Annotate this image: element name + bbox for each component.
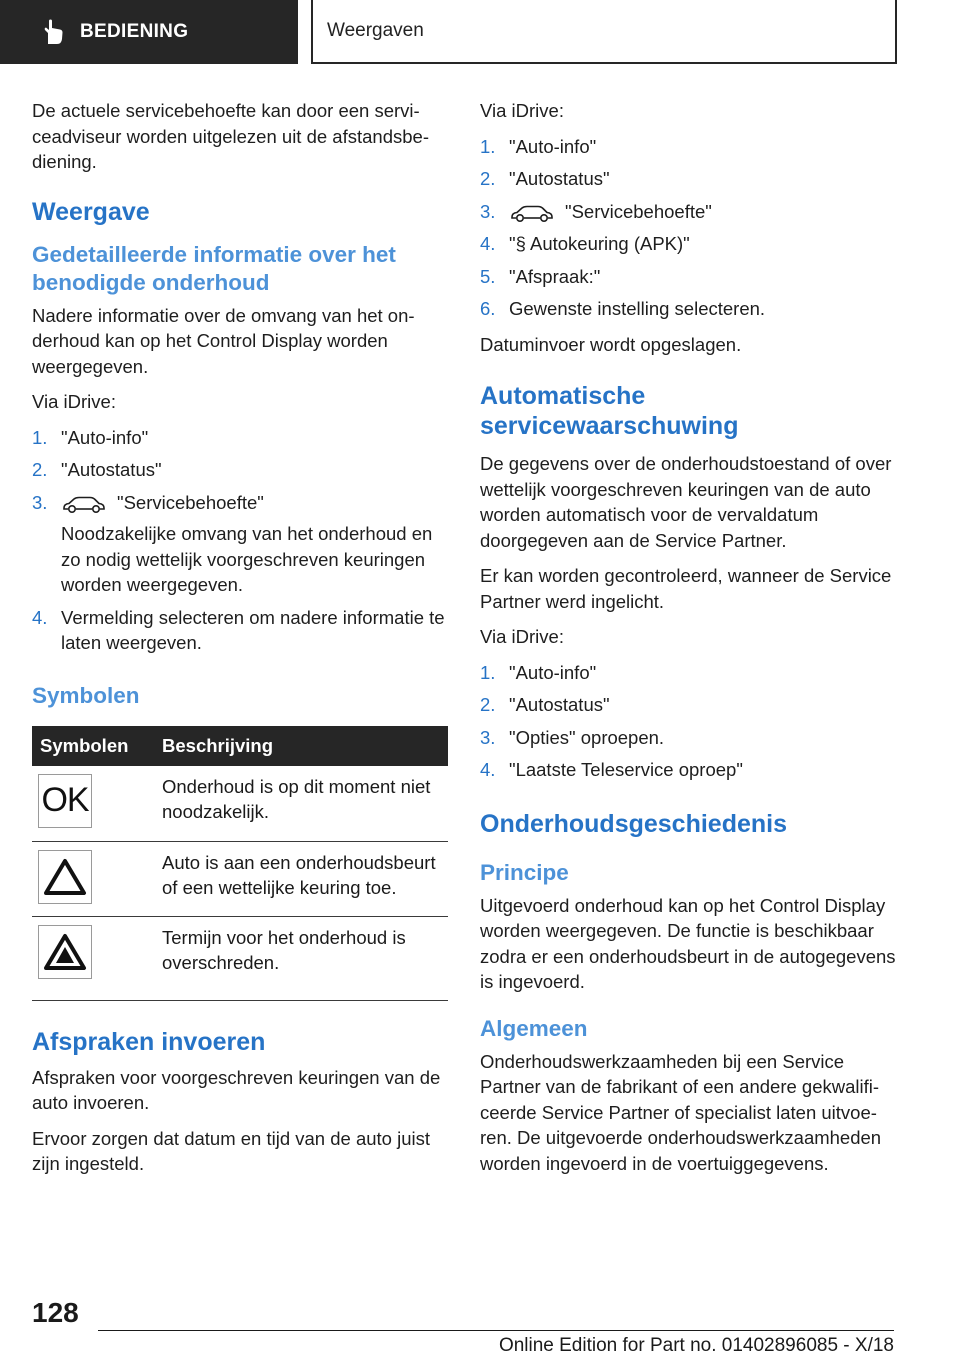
list-item: 4. "§ Autokeuring (APK)" <box>480 233 690 254</box>
saved-paragraph: Datuminvoer wordt opgeslagen. <box>480 333 742 355</box>
heading-onderhoudsgeschiedenis: Onderhoudsgeschiedenis <box>480 809 788 838</box>
warning-triangle-icon <box>38 850 92 904</box>
list-item: 5. "Afspraak:" <box>480 265 601 287</box>
edition-note: Online Edition for Part no. 01402896085 - X/18 <box>498 1335 894 1356</box>
auto-paragraph-1: De gegevens over de onderhoudstoestand of over wettelijk voorgeschreven keuringen van de auto worden automatisch voor de vervaldatum doorgegeven aan de Service Partner. <box>480 453 892 551</box>
list-item: 2. "Autostatus" <box>480 168 610 189</box>
right-column <box>480 98 896 1186</box>
section-tab <box>0 0 298 64</box>
symbol-table <box>32 726 448 1001</box>
table-header-symbolen: Symbolen <box>32 726 154 766</box>
left-column <box>32 98 448 1187</box>
heading-afspraken: Afspraken invoeren <box>32 1027 266 1056</box>
hand-pointer-icon <box>38 17 68 47</box>
list-item: 2. "Autostatus" <box>480 694 610 715</box>
heading-automatische-servicewaarschuwing: Automatische servicewaarschuwing <box>480 382 739 440</box>
table-row: OK Onderhoud is op dit moment niet noodzakelijk. <box>32 766 448 842</box>
table-row: Auto is aan een onderhoudsbeurt of een wettelijke keuring toe. <box>32 841 448 916</box>
details-paragraph: Nadere informatie over de omvang van het onderhoud kan op het Control Display worden weergegeven. <box>32 304 415 377</box>
overdue-triangle-icon <box>38 925 92 979</box>
heading-details: Gedetailleerde informatie over het benodigde onderhoud <box>32 241 396 295</box>
heading-symbolen: Symbolen <box>32 682 140 708</box>
via-idrive-label: Via iDrive: <box>480 626 564 647</box>
chapter-header <box>311 0 897 64</box>
section-label: BEDIENING <box>80 21 189 42</box>
steps-list-right-1 <box>480 134 896 322</box>
list-item: 3. "Servicebehoefte" Noodzakelijke omvang van het onderhoud en zo nodig wettelijk voorgeschreven keuringen worden weergegeven. <box>32 491 433 595</box>
chapter-label: Weergaven <box>327 20 424 41</box>
principe-paragraph: Uitgevoerd onderhoud kan op het Control Display worden weergegeven. De functie is beschikbaar zodra er een onderhoudsbeurt in de autogegevens is ingevoerd. <box>480 894 896 992</box>
list-item: 6. Gewenste instelling selecteren. <box>480 298 766 319</box>
list-item: 1. "Auto-info" <box>480 135 597 157</box>
intro-paragraph: De actuele servicebehoefte kan door een serviceadviseur worden uitgelezen uit de afstandsbediening. <box>32 100 429 172</box>
list-item: 4. "Laatste Teleservice oproep" <box>480 759 743 780</box>
via-idrive-label: Via iDrive: <box>480 100 564 121</box>
afspraken-paragraph-2: Ervoor zorgen dat datum en tijd van de auto juist zijn ingesteld. <box>32 1127 430 1174</box>
list-item: 3. "Servicebehoefte" <box>480 200 712 222</box>
algemeen-paragraph: Onderhoudswerkzaamheden bij een Service Partner van de fabrikant of een andere gekwalificeerde Service Partner of specialist laten uitvoeren. De uitgevoerde onderhoudswerkzaamheden worden ingevoerd in de voertuiggegevens. <box>480 1050 882 1174</box>
via-idrive-label: Via iDrive: <box>32 391 116 412</box>
list-item: 1. "Auto-info" <box>480 661 597 683</box>
table-header-beschrijving: Beschrijving <box>154 726 448 766</box>
page-number: 128 <box>32 1297 79 1328</box>
car-icon <box>509 203 555 223</box>
car-icon <box>61 494 107 514</box>
list-item: 1. "Auto-info" <box>32 426 149 448</box>
list-item: 2. "Autostatus" <box>32 459 162 480</box>
auto-paragraph-2: Er kan worden gecontroleerd, wanneer de Service Partner werd ingelicht. <box>480 565 892 612</box>
steps-list-right-2 <box>480 660 896 783</box>
steps-list-left <box>32 425 448 656</box>
list-item: 4. Vermelding selecteren om nadere informatie te laten weergeven. <box>32 606 445 653</box>
table-row: Termijn voor het onderhoud is overschreden. <box>32 916 448 1000</box>
heading-weergave: Weergave <box>32 197 150 226</box>
afspraken-paragraph-1: Afspraken voor voorgeschreven keuringen van de auto invoeren. <box>32 1066 441 1113</box>
ok-symbol-icon: OK <box>38 774 92 828</box>
footer-divider <box>98 1330 894 1331</box>
heading-principe: Principe <box>480 859 569 885</box>
heading-algemeen: Algemeen <box>480 1015 588 1041</box>
list-item: 3. "Opties" oproepen. <box>480 726 665 748</box>
